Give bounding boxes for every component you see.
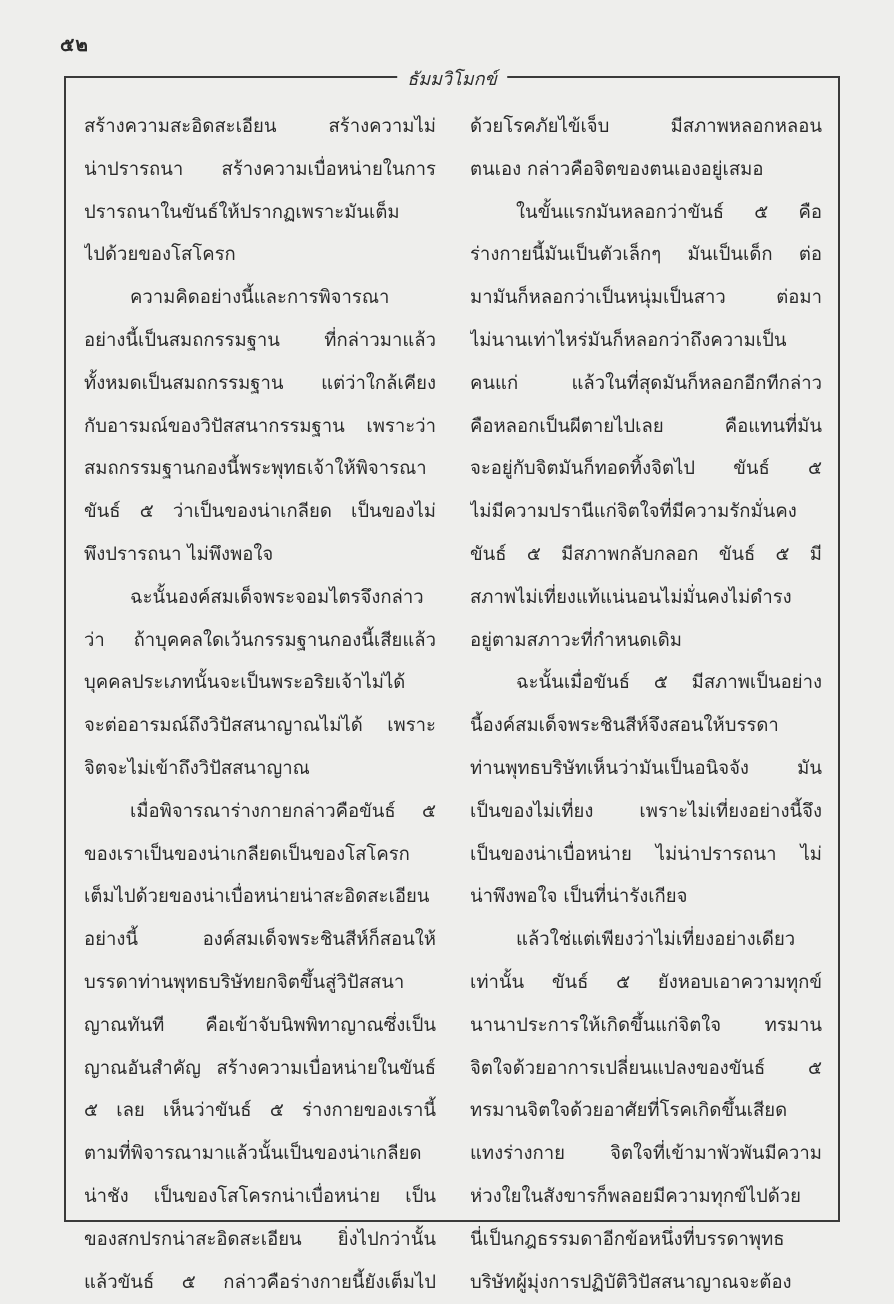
- running-title: ธัมมวิโมกข์: [397, 64, 507, 93]
- text-line: เมื่อพิจารณาร่างกายกล่าวคือขันธ์ ๕: [130, 800, 436, 822]
- text-line: นี้องค์สมเด็จพระชินสีห์จึงสอนให้บรรดา: [470, 715, 779, 737]
- text-line: แล้วใช่แต่เพียงว่าไม่เที่ยงอย่างเดียว: [516, 929, 796, 951]
- text-line: ขันธ์ ๕ มีสภาพกลับกลอก ขันธ์ ๕ มี: [470, 543, 822, 565]
- text-line: เป็นของน่าเบื่อหน่าย ไม่น่าปรารถนา ไม่: [470, 843, 822, 865]
- right-column: [470, 106, 822, 1304]
- text-line: สมถกรรมฐานกองนี้พระพุทธเจ้าให้พิจารณา: [84, 458, 427, 480]
- text-line: จิตจะไม่เข้าถึงวิปัสสนาญาณ: [84, 757, 310, 779]
- text-line: กับอารมณ์ของวิปัสสนากรรมฐาน เพราะว่า: [84, 415, 436, 437]
- text-line: ตามที่พิจารณามาแล้วนั้นเป็นของน่าเกลียด: [84, 1143, 422, 1165]
- text-line: บุคคลประเภทนั้นจะเป็นพระอริยเจ้าไม่ได้: [84, 672, 406, 694]
- text-line: ทั้งหมดเป็นสมถกรรมฐาน แต่ว่าใกล้เคียง: [84, 372, 436, 394]
- text-line: เต็มไปด้วยของน่าเบื่อหน่ายน่าสะอิดสะเอียน: [84, 886, 430, 908]
- text-line: อยู่ตามสภาวะที่กำหนดเดิม: [470, 629, 682, 651]
- text-line: บริษัทผู้มุ่งการปฏิบัติวิปัสสนาญาณจะต้อง: [470, 1271, 792, 1293]
- text-line: คนแก่ แล้วในที่สุดมันก็หลอกอีกทีกล่าว: [470, 372, 822, 394]
- text-line: นี่เป็นกฎธรรมดาอีกข้อหนึ่งที่บรรดาพุทธ: [470, 1228, 785, 1250]
- text-line: พึงปรารถนา ไม่พึงพอใจ: [84, 543, 274, 565]
- text-line: ญาณอันสำคัญ สร้างความเบื่อหน่ายในขันธ์: [84, 1057, 436, 1079]
- text-line: ท่านพุทธบริษัทเห็นว่ามันเป็นอนิจจัง มัน: [470, 757, 822, 779]
- text-line: นานาประการให้เกิดขึ้นแก่จิตใจ ทรมาน: [470, 1014, 822, 1036]
- text-line: ห่วงใยในสังขารก็พลอยมีความทุกข์ไปด้วย: [470, 1185, 802, 1207]
- text-line: น่าพึงพอใจ เป็นที่น่ารังเกียจ: [470, 886, 688, 908]
- text-line: อย่างนี้เป็นสมถกรรมฐาน ที่กล่าวมาแล้ว: [84, 329, 436, 351]
- text-line: บรรดาท่านพุทธบริษัทยกจิตขึ้นสู่วิปัสสนา: [84, 971, 405, 993]
- text-line: น่าชัง เป็นของโสโครกน่าเบื่อหน่าย เป็น: [84, 1185, 436, 1207]
- text-line: ทรมานจิตใจด้วยอาศัยที่โรคเกิดขึ้นเสียด: [470, 1100, 788, 1122]
- text-line: แล้วขันธ์ ๕ กล่าวคือร่างกายนี้ยังเต็มไป: [84, 1271, 436, 1293]
- text-line: แทงร่างกาย จิตใจที่เข้ามาพัวพันมีความ: [470, 1143, 822, 1165]
- text-line: อย่างนี้ องค์สมเด็จพระชินสีห์ก็สอนให้: [84, 929, 436, 951]
- text-line: สภาพไม่เที่ยงแท้แน่นอนไม่มั่นคงไม่ดำรง: [470, 586, 792, 608]
- text-line: ไม่มีความปรานีแก่จิตใจที่มีความรักมั่นคง: [470, 501, 797, 523]
- text-line: มามันก็หลอกว่าเป็นหนุ่มเป็นสาว ต่อมา: [470, 287, 822, 309]
- text-line: ฉะนั้นเมื่อขันธ์ ๕ มีสภาพเป็นอย่าง: [516, 672, 822, 694]
- text-line: เท่านั้น ขันธ์ ๕ ยังหอบเอาความทุกข์: [470, 971, 822, 993]
- text-line: ปรารถนาในขันธ์ให้ปรากฏเพราะมันเต็ม: [84, 201, 400, 223]
- text-line: ร่างกายนี้มันเป็นตัวเล็กๆ มันเป็นเด็ก ต่อ: [470, 244, 822, 266]
- text-line: ญาณทันที คือเข้าจับนิพพิทาญาณซึ่งเป็น: [84, 1014, 436, 1036]
- text-line: จิตใจด้วยอาการเปลี่ยนแปลงของขันธ์ ๕: [470, 1057, 822, 1079]
- text-line: ตนเอง กล่าวคือจิตของตนเองอยู่เสมอ: [470, 158, 764, 180]
- left-column: [84, 106, 436, 1304]
- text-line: ความคิดอย่างนี้และการพิจารณา: [130, 287, 390, 309]
- text-line: ว่า ถ้าบุคคลใดเว้นกรรมฐานกองนี้เสียแล้ว: [84, 629, 436, 651]
- text-line: จะอยู่กับจิตมันก็ทอดทิ้งจิตไป ขันธ์ ๕: [470, 458, 822, 480]
- text-line: คือหลอกเป็นผีตายไปเลย คือแทนที่มัน: [470, 415, 822, 437]
- text-line: ด้วยโรคภัยไข้เจ็บ มีสภาพหลอกหลอน: [470, 116, 822, 137]
- page-number: ๕๒: [60, 34, 89, 56]
- text-frame: [64, 69, 840, 1293]
- text-line: น่าปรารถนา สร้างความเบื่อหน่ายในการ: [84, 158, 436, 180]
- text-line: ในขั้นแรกมันหลอกว่าขันธ์ ๕ คือ: [516, 201, 822, 223]
- text-line: เป็นของไม่เที่ยง เพราะไม่เที่ยงอย่างนี้จึง: [470, 800, 822, 822]
- text-line: ของเราเป็นของน่าเกลียดเป็นของโสโครก: [84, 843, 410, 865]
- text-line: ไม่นานเท่าไหร่มันก็หลอกว่าถึงความเป็น: [470, 329, 787, 351]
- text-line: ๕ เลย เห็นว่าขันธ์ ๕ ร่างกายของเรานี้: [84, 1100, 436, 1122]
- text-line: ไปด้วยของโสโครก: [84, 244, 236, 266]
- text-line: ฉะนั้นองค์สมเด็จพระจอมไตรจึงกล่าว: [130, 586, 424, 608]
- text-line: สร้างความสะอิดสะเอียน สร้างความไม่: [84, 116, 436, 137]
- text-line: ของสกปรกน่าสะอิดสะเอียน ยิ่งไปกว่านั้น: [84, 1228, 436, 1250]
- text-line: จะต่ออารมณ์ถึงวิปัสสนาญาณไม่ได้ เพราะ: [84, 715, 436, 737]
- text-line: ขันธ์ ๕ ว่าเป็นของน่าเกลียด เป็นของไม่: [84, 501, 436, 523]
